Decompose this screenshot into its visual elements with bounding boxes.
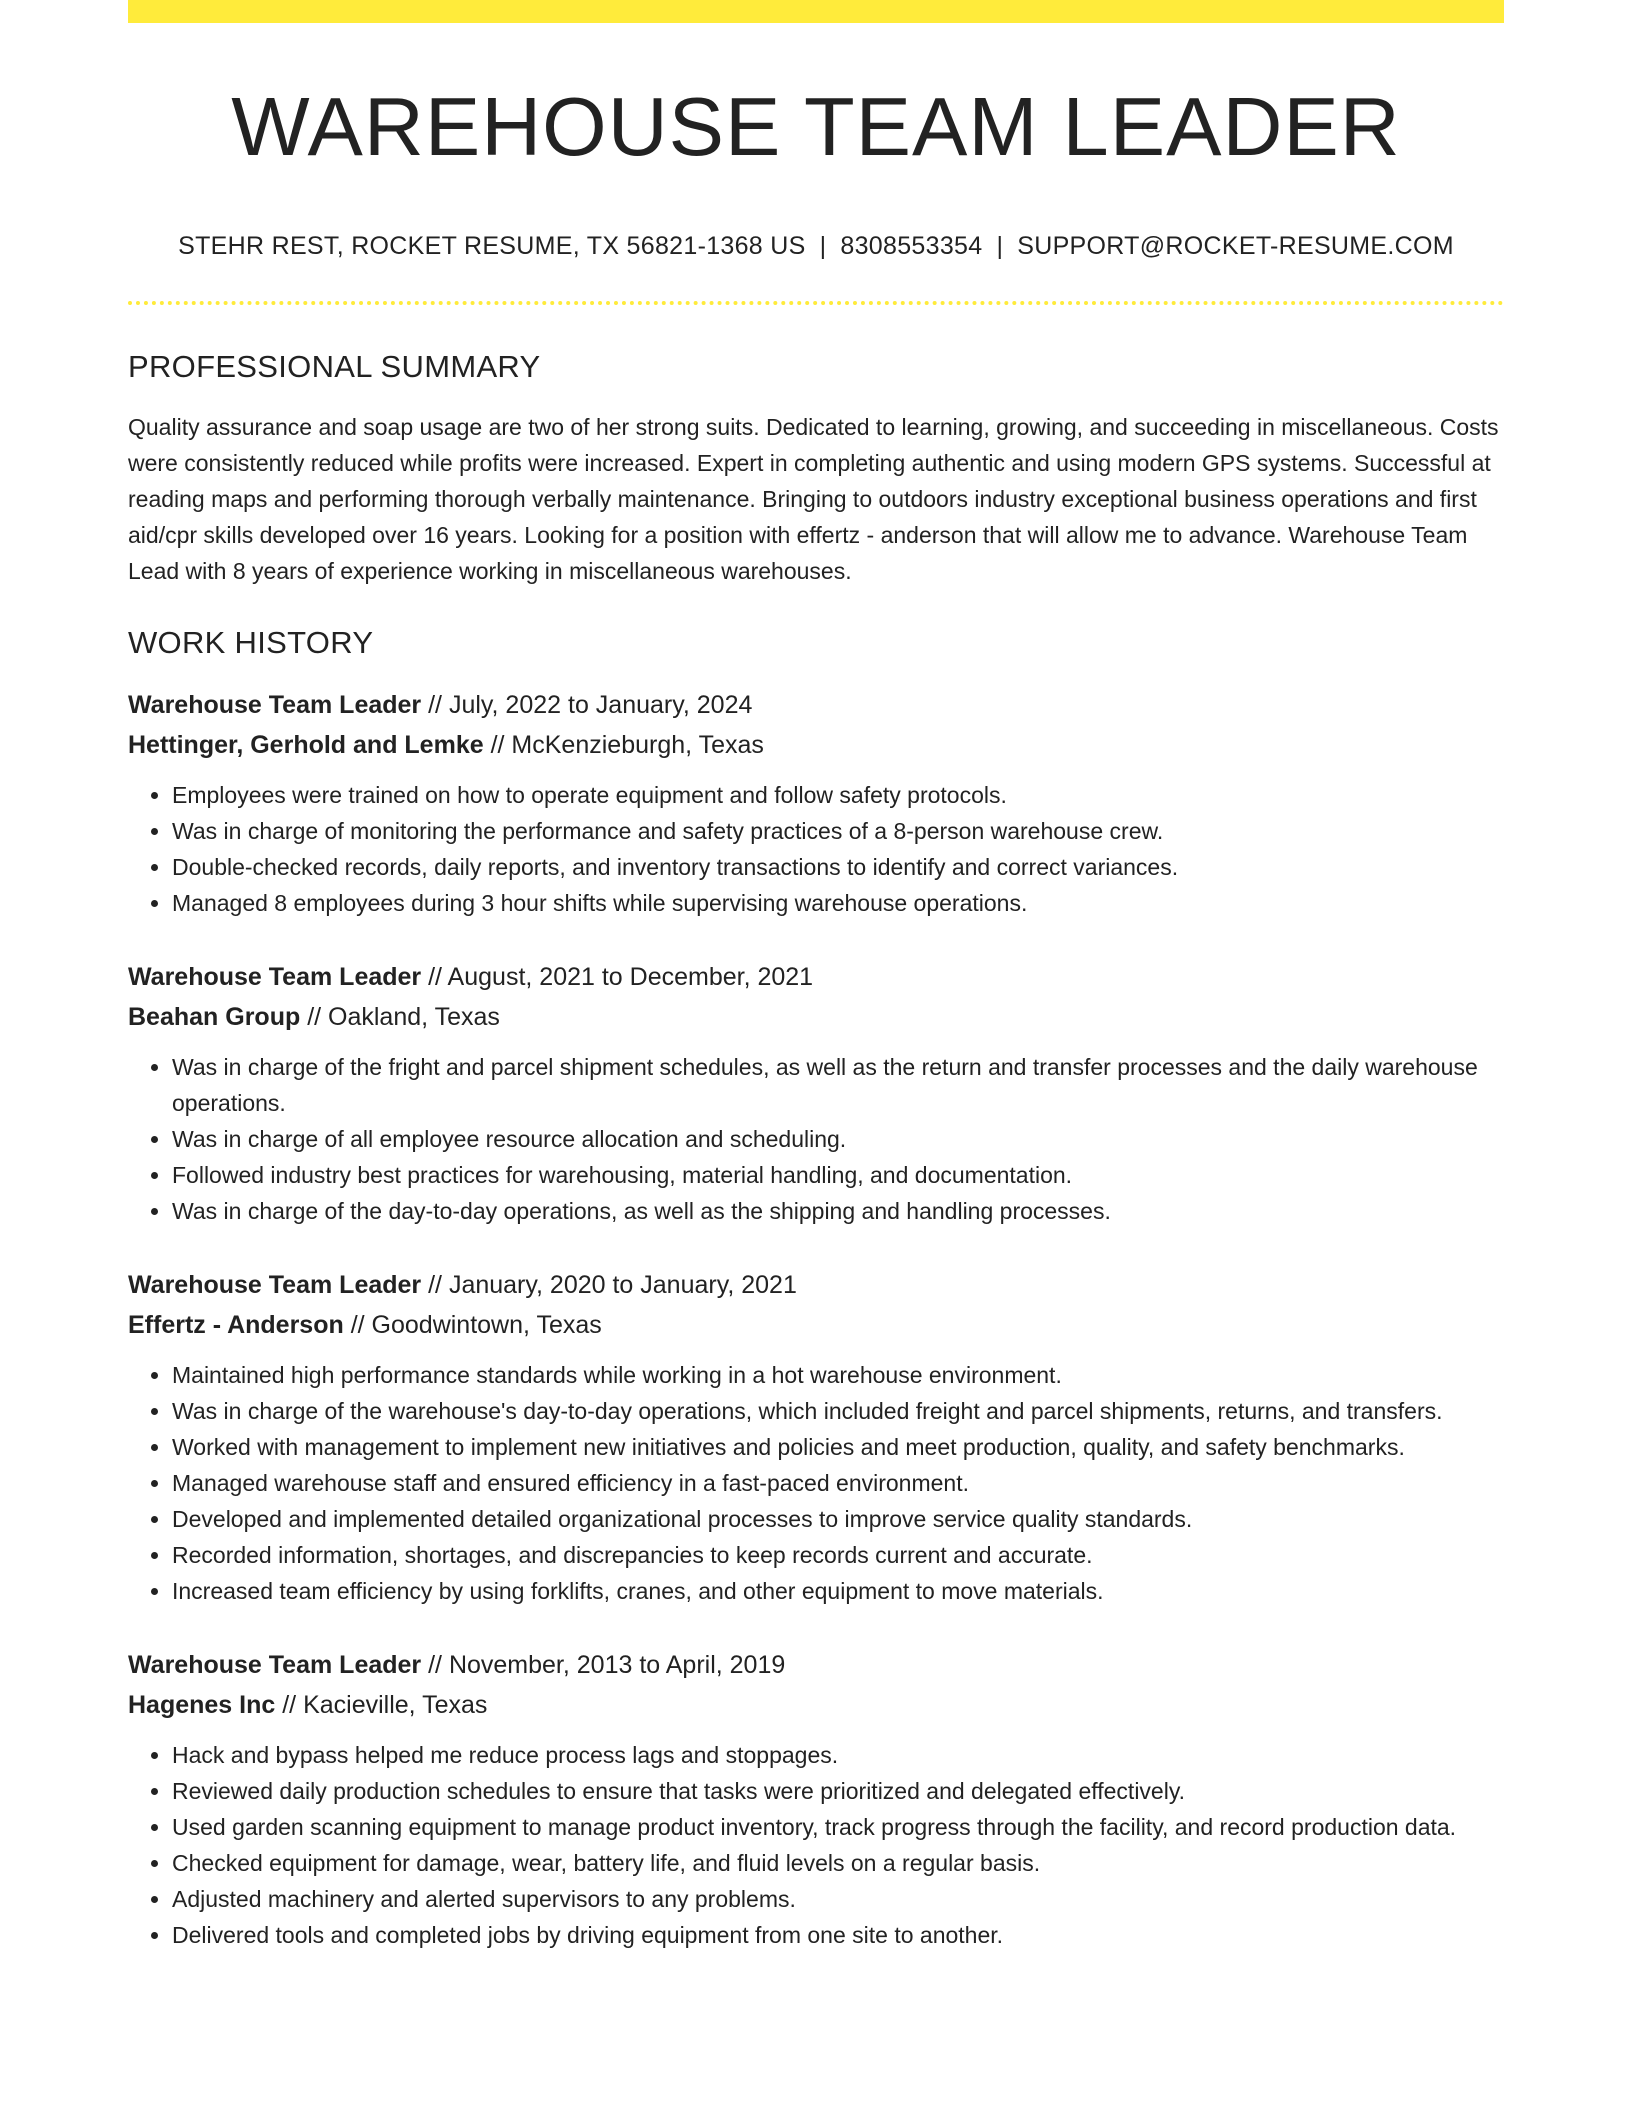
job-role-line xyxy=(128,1265,1504,1305)
summary-text: Quality assurance and soap usage are two of her strong suits. Dedicated to learning, growing, and succeeding in miscellaneous. Costs were consistently reduced while profits were increased. Expert in completing authentic and using modern GPS systems. Successful at reading maps and performing thorough verbally maintenance. Bringing to outdoors industry exceptional business operations and first aid/cpr skills developed over 16 years. Looking for a position with effertz - anderson that will allow me to advance. Warehouse Team Lead with 8 years of experience working in miscellaneous warehouses. xyxy=(128,414,1499,585)
job-bullet: • Followed industry best practices for warehousing, material handling, and documentation. xyxy=(172,1157,1504,1193)
contact-separator: | xyxy=(819,232,827,261)
job-bullets xyxy=(128,1737,1504,1953)
contact-line xyxy=(128,232,1504,261)
job-company-line xyxy=(128,725,1504,765)
job-bullet: • Reviewed daily production schedules to ensure that tasks were prioritized and delegated effectively. xyxy=(172,1773,1504,1809)
job-bullets xyxy=(128,777,1504,921)
job-role: Warehouse Team Leader xyxy=(128,1271,422,1300)
job-bullet: • Managed 8 employees during 3 hour shifts while supervising warehouse operations. xyxy=(172,885,1504,921)
job-company-line xyxy=(128,1305,1504,1345)
job-location: // Oakland, Texas xyxy=(300,1003,500,1032)
job-role-line xyxy=(128,1645,1504,1685)
job-role-line xyxy=(128,685,1504,725)
contact-email[interactable]: SUPPORT@ROCKET-RESUME.COM xyxy=(1017,232,1454,261)
contact-separator: | xyxy=(996,232,1004,261)
job-bullet: • Was in charge of monitoring the performance and safety practices of a 8-person warehouse crew. xyxy=(172,813,1504,849)
job-location: // McKenzieburgh, Texas xyxy=(483,731,764,760)
job-dates: // January, 2020 to January, 2021 xyxy=(421,1271,797,1300)
job-dates: // July, 2022 to January, 2024 xyxy=(421,691,753,720)
job-company-line xyxy=(128,1685,1504,1725)
contact-phone: 8308553354 xyxy=(840,232,983,261)
job-bullet: • Was in charge of the fright and parcel shipment schedules, as well as the return and transfer processes and the daily warehouse operations. xyxy=(172,1049,1504,1121)
section-title-summary: PROFESSIONAL SUMMARY xyxy=(128,349,541,385)
job-company: Hettinger, Gerhold and Lemke xyxy=(128,731,484,760)
job-location: // Goodwintown, Texas xyxy=(343,1311,602,1340)
job-role: Warehouse Team Leader xyxy=(128,691,422,720)
job-bullet: • Increased team efficiency by using forklifts, cranes, and other equipment to move materials. xyxy=(172,1573,1504,1609)
job-company-line xyxy=(128,997,1504,1037)
job-entry xyxy=(128,685,1504,921)
job-entry xyxy=(128,957,1504,1229)
job-bullet: • Was in charge of all employee resource allocation and scheduling. xyxy=(172,1121,1504,1157)
job-company: Hagenes Inc xyxy=(128,1691,276,1720)
top-accent-bar xyxy=(128,0,1504,23)
job-bullet: • Was in charge of the day-to-day operations, as well as the shipping and handling processes. xyxy=(172,1193,1504,1229)
job-bullet: • Managed warehouse staff and ensured efficiency in a fast-paced environment. xyxy=(172,1465,1504,1501)
job-bullet: • Recorded information, shortages, and discrepancies to keep records current and accurate. xyxy=(172,1537,1504,1573)
job-company: Beahan Group xyxy=(128,1003,301,1032)
job-entry xyxy=(128,1645,1504,1953)
job-bullet: • Maintained high performance standards while working in a hot warehouse environment. xyxy=(172,1357,1504,1393)
job-bullet: • Was in charge of the warehouse's day-to-day operations, which included freight and parcel shipments, returns, and transfers. xyxy=(172,1393,1504,1429)
resume-title: WAREHOUSE TEAM LEADER xyxy=(231,80,1401,173)
job-bullets xyxy=(128,1357,1504,1609)
job-role: Warehouse Team Leader xyxy=(128,963,422,992)
job-bullet: • Double-checked records, daily reports, and inventory transactions to identify and correct variances. xyxy=(172,849,1504,885)
job-role-line xyxy=(128,957,1504,997)
job-bullet: • Hack and bypass helped me reduce process lags and stoppages. xyxy=(172,1737,1504,1773)
job-location: // Kacieville, Texas xyxy=(275,1691,488,1720)
dotted-divider xyxy=(128,301,1504,305)
job-company: Effertz - Anderson xyxy=(128,1311,344,1340)
job-bullet: • Worked with management to implement new initiatives and policies and meet production, quality, and safety benchmarks. xyxy=(172,1429,1504,1465)
section-title-work-history: WORK HISTORY xyxy=(128,625,374,661)
job-bullets xyxy=(128,1049,1504,1229)
job-bullet: • Checked equipment for damage, wear, battery life, and fluid levels on a regular basis. xyxy=(172,1845,1504,1881)
job-bullet: • Delivered tools and completed jobs by driving equipment from one site to another. xyxy=(172,1917,1504,1953)
job-dates: // November, 2013 to April, 2019 xyxy=(421,1651,786,1680)
job-role: Warehouse Team Leader xyxy=(128,1651,422,1680)
job-dates: // August, 2021 to December, 2021 xyxy=(421,963,814,992)
contact-address: STEHR REST, ROCKET RESUME, TX 56821-1368 US xyxy=(178,232,806,261)
job-bullet: • Employees were trained on how to operate equipment and follow safety protocols. xyxy=(172,777,1504,813)
job-bullet: • Used garden scanning equipment to manage product inventory, track progress through the facility, and record production data. xyxy=(172,1809,1504,1845)
job-entry xyxy=(128,1265,1504,1609)
job-bullet: • Adjusted machinery and alerted supervisors to any problems. xyxy=(172,1881,1504,1917)
job-bullet: • Developed and implemented detailed organizational processes to improve service quality standards. xyxy=(172,1501,1504,1537)
resume-page xyxy=(128,0,1504,1953)
